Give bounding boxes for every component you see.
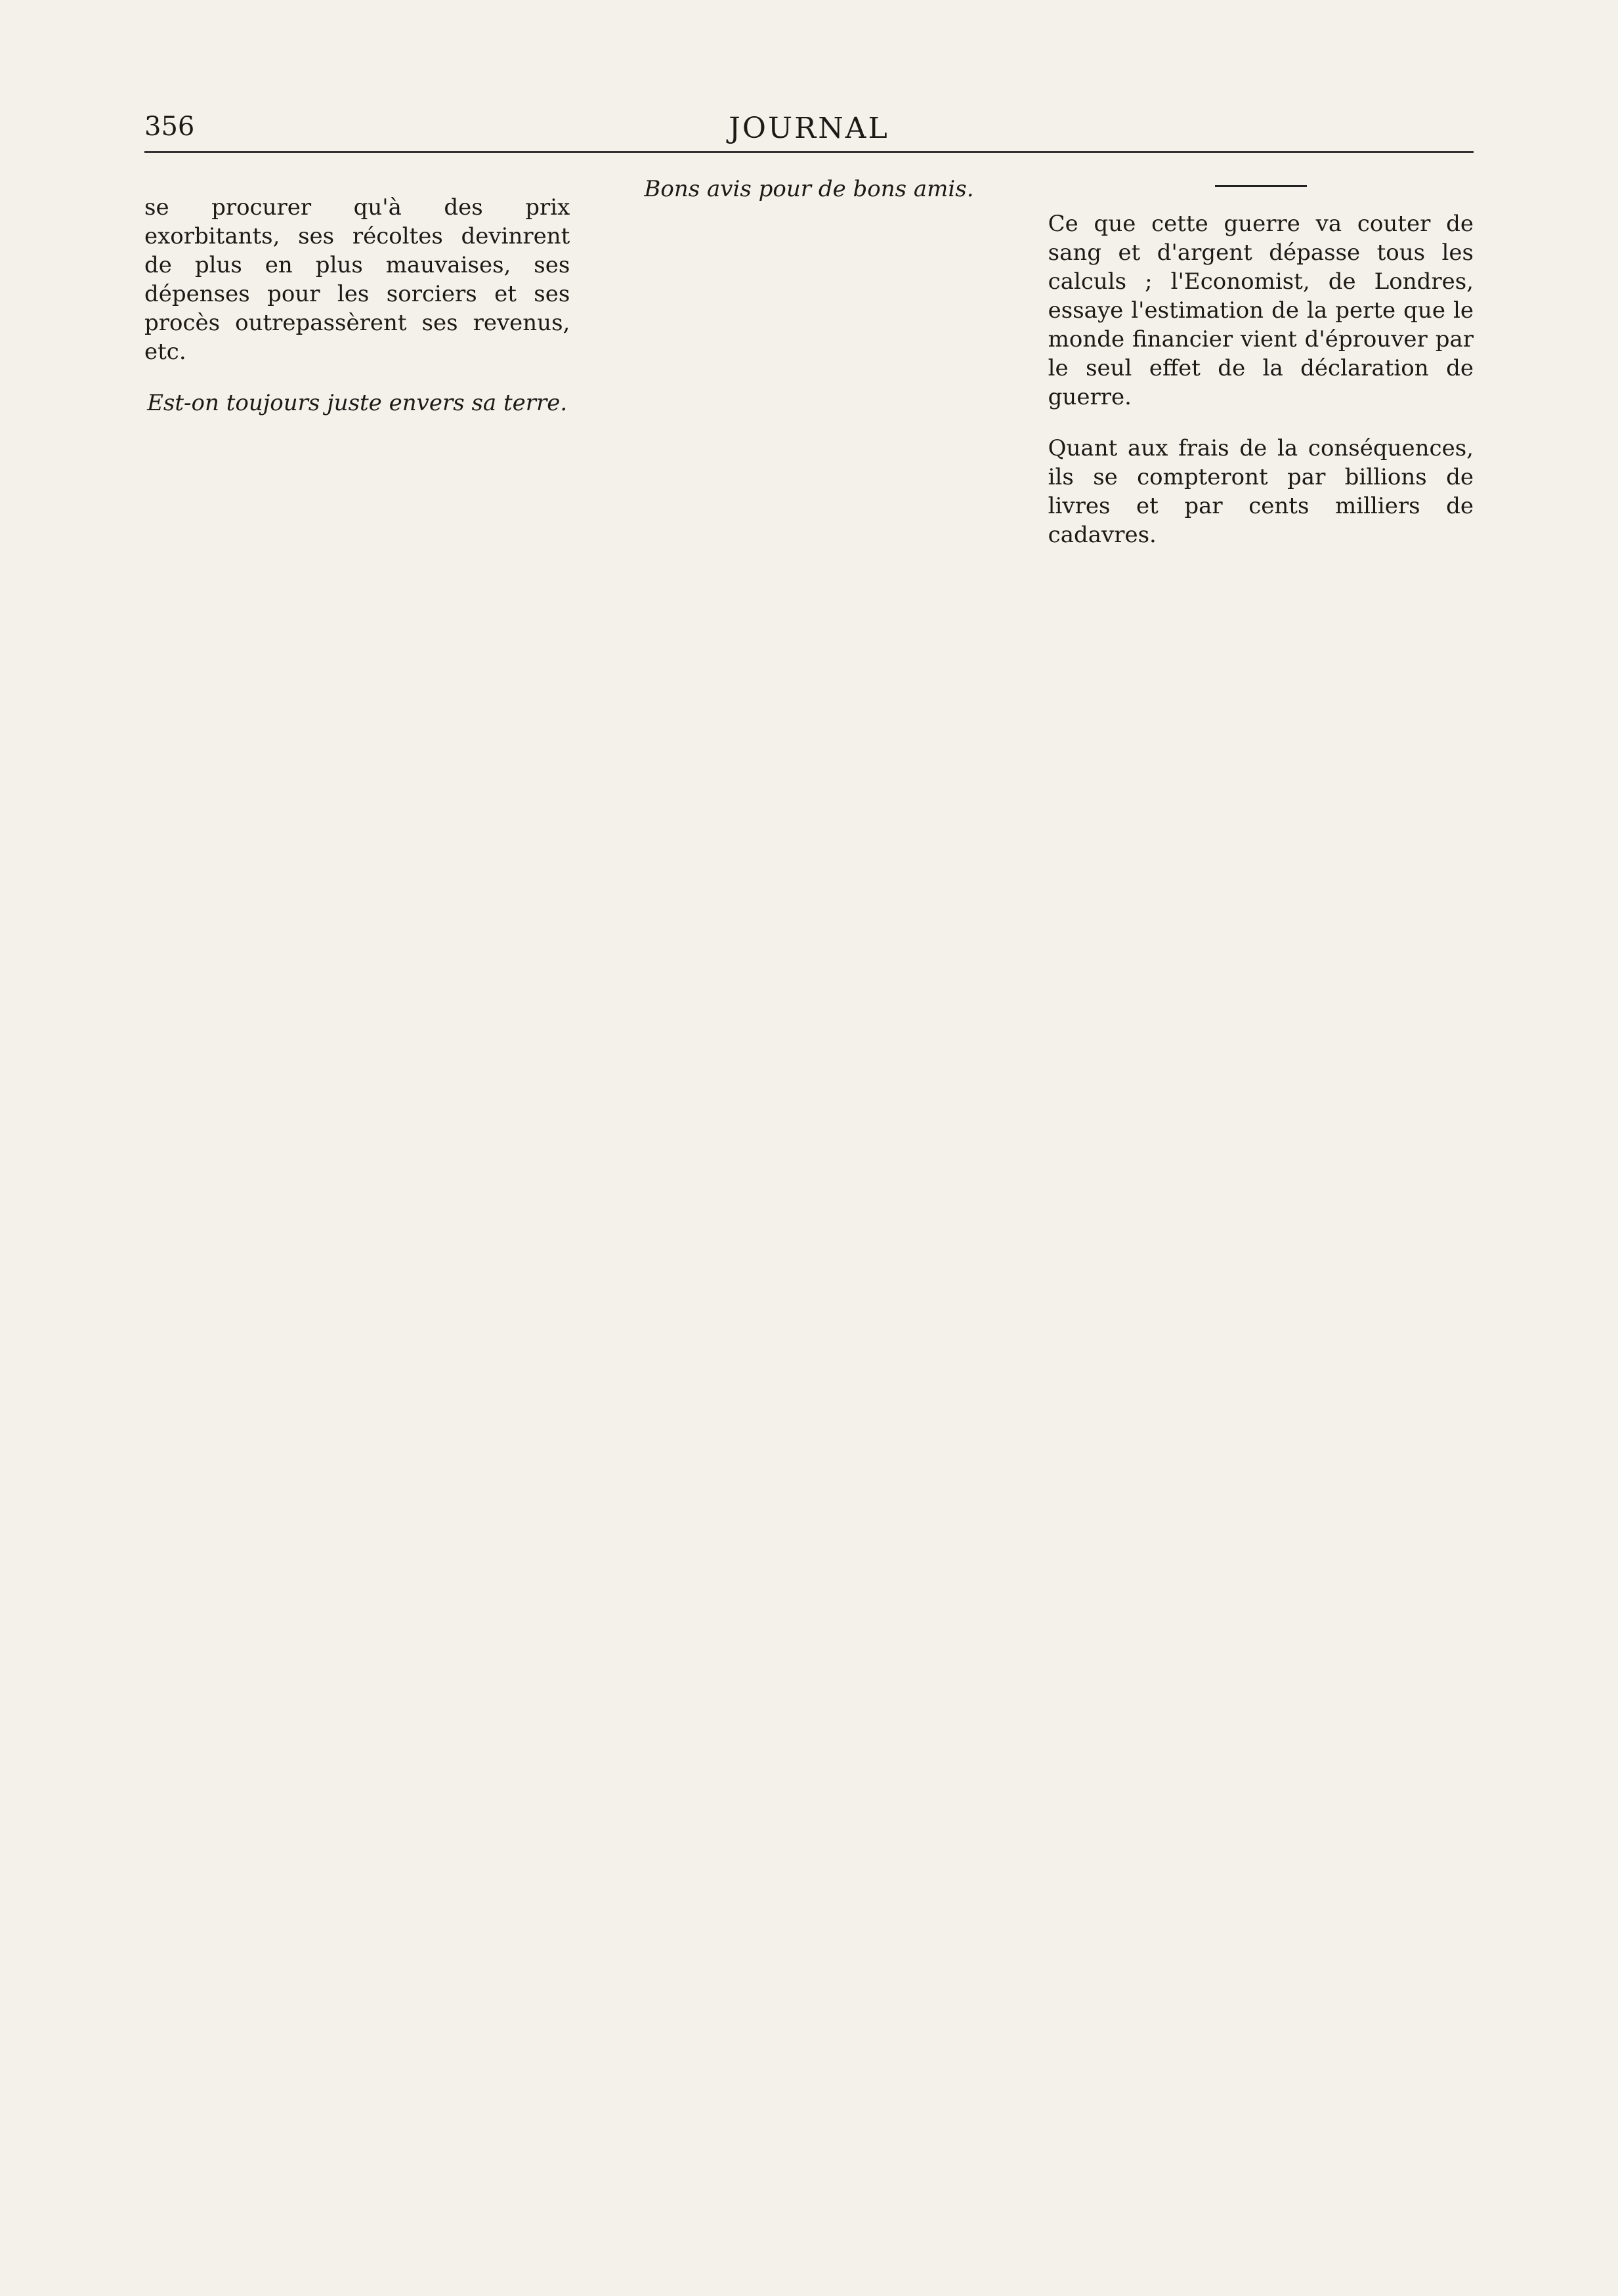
column-1 xyxy=(144,171,570,572)
subheading: Bons avis pour de bons amis. xyxy=(644,176,974,202)
paragraph: se procurer qu'à des prix exorbitants, ses récoltes devinrent de plus en plus mauvaises, ses dépenses pour les sorciers et ses procès outrepassèrent ses revenus, etc. xyxy=(144,194,570,365)
subheading: Est-on toujours juste envers sa terre. xyxy=(147,390,568,416)
column-2 xyxy=(596,171,1021,572)
journal-title: JOURNAL xyxy=(729,112,889,145)
paragraph: Ce que cette guerre va couter de sang et d'argent dépasse tous les calculs ; l'Economist, de Londres, essaye l'estimation de la perte que le monde financier vient d'éprouver par le seul effet de la déclaration de guerre. xyxy=(1048,211,1474,410)
text-columns xyxy=(144,171,1474,572)
page-header xyxy=(144,112,1474,153)
separator xyxy=(1215,185,1307,187)
page-number: 356 xyxy=(144,112,195,142)
column-3 xyxy=(1048,171,1474,572)
paragraph: Quant aux frais de la conséquences, ils se compteront par billions de livres et par cents milliers de cadavres. xyxy=(1048,435,1474,548)
